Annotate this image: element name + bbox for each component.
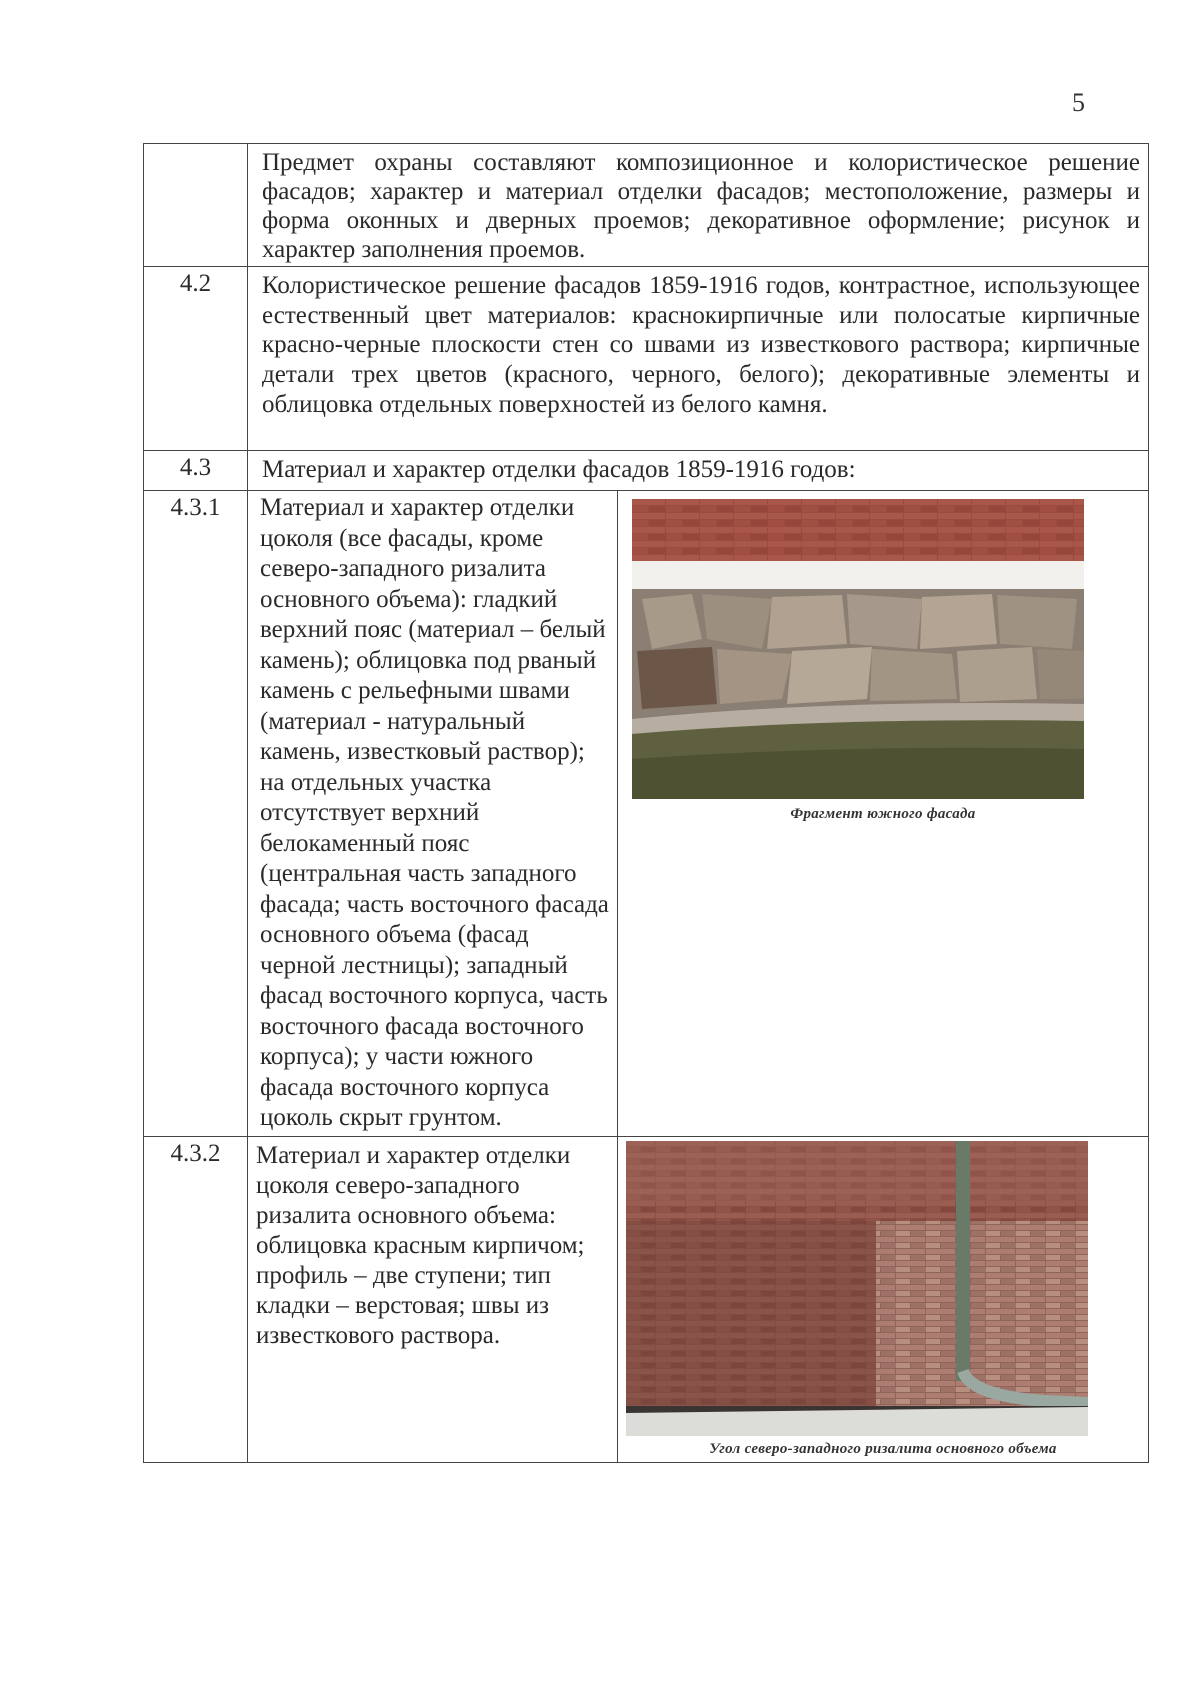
table-row-4-3-2 [144,1136,1149,1462]
table-row-intro [144,144,1149,267]
photo-cell [618,1136,1149,1462]
row-text: Материал и характер отделки цоколя северо-западного ризалита основного объема: облицовка красным кирпичом; профиль – две ступени; тип кладки – верстовая; швы из известкового раствора. [248,1136,618,1462]
south-facade-photo [632,499,1084,799]
row-number: 4.2 [144,267,248,451]
table-row-4-3-1 [144,491,1149,1137]
row-number: 4.3.1 [144,491,248,1137]
row-text: Материал и характер отделки цоколя (все фасады, кроме северо-западного ризалита основного объема): гладкий верхний пояс (материал – белый камень); облицовка под рваный камень с рельефными швами (материал - натуральный камень, известковый раствор); на отдельных участка отсутствует верхний белокаменный пояс (центральная часть западного фасада; часть восточного фасада основного объема (фасад черной лестницы); западный фасад восточного корпуса, часть восточного фасада восточного корпуса); у части южного фасада восточного корпуса цоколь скрыт грунтом. [248,491,618,1137]
photo-caption: Угол северо-западного ризалита основного объема [709,1440,1057,1457]
row-number-empty [144,144,248,267]
table-row-4-3 [144,451,1149,491]
northwest-corner-photo [626,1141,1088,1436]
row-number: 4.3 [144,451,248,491]
page-number: 5 [1072,88,1085,117]
protection-table [143,143,1149,1463]
intro-text: Предмет охраны составляют композиционное и колористическое решение фасадов; характер и материал отделки фасадов; местоположение, размеры и форма оконных и дверных проемов; декоративное оформление; рисунок и характер заполнения проемов. [248,144,1149,267]
table-row-4-2 [144,267,1149,451]
photo-caption: Фрагмент южного фасада [790,806,976,822]
row-text: Колористическое решение фасадов 1859-1916 годов, контрастное, использующее естественный цвет материалов: краснокирпичные или полосатые кирпичные красно-черные плоскости стен со швами из известкового раствора; кирпичные детали трех цветов (красного, черного, белого); декоративные элементы и облицовка отдельных поверхностей из белого камня. [248,267,1149,451]
row-text: Материал и характер отделки фасадов 1859-1916 годов: [248,451,1149,491]
row-number: 4.3.2 [144,1136,248,1462]
photo-cell [618,491,1149,1137]
